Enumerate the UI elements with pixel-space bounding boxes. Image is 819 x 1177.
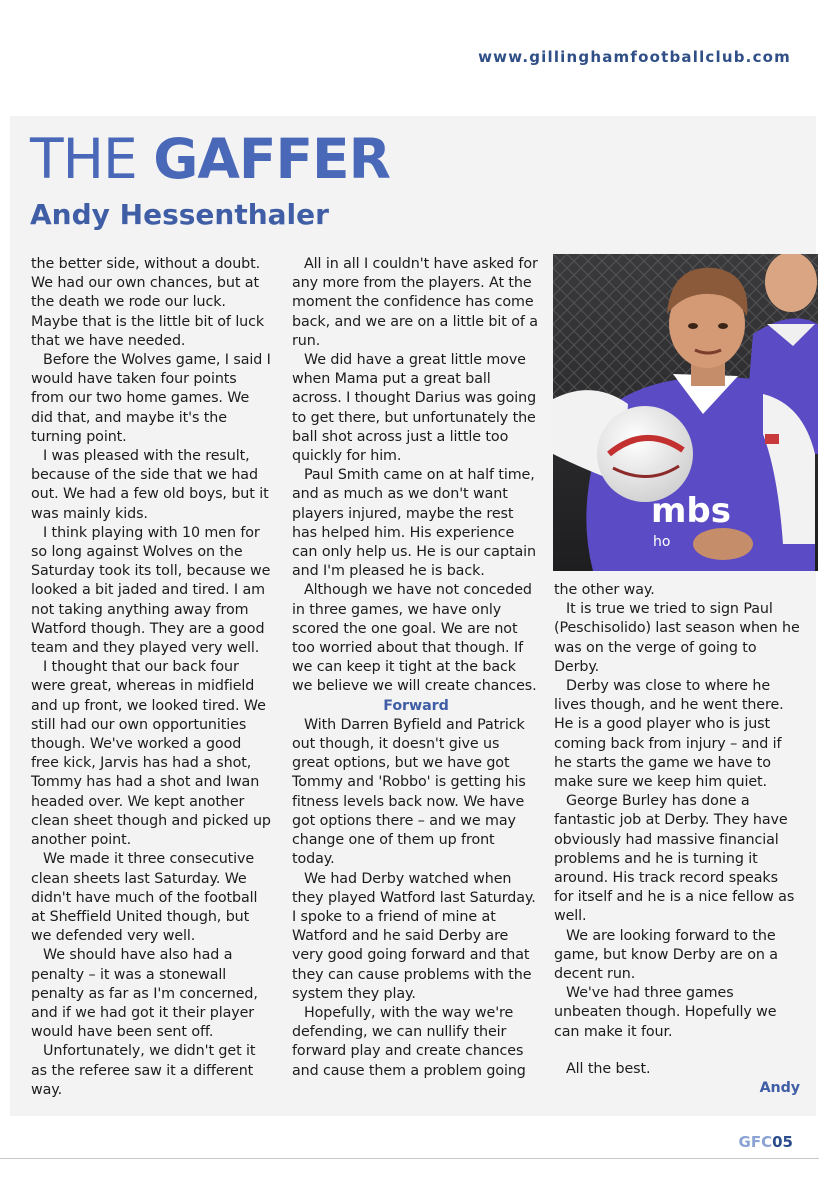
closing-line: All the best. bbox=[566, 1060, 651, 1077]
website-url: www.gillinghamfootballclub.com bbox=[478, 48, 791, 66]
paragraph: George Burley has done a fantastic job at Derby. They have obviously had massive financial problems and he is turning it around. His track record speaks for itself and he is a nice fellow as well. bbox=[554, 793, 795, 925]
bottom-rule bbox=[0, 1158, 819, 1159]
paragraph: It is true we tried to sign Paul (Peschisolido) last season when he was on the verge of going to Derby. bbox=[554, 601, 800, 675]
column-3 bbox=[554, 581, 800, 1098]
paragraph: With Darren Byfield and Patrick out though, it doesn't give us great options, but we have got Tommy and 'Robbo' is getting his fitness levels back now. We have got options there – and we may change one of them up front today. bbox=[292, 716, 526, 868]
paragraph: Hopefully, with the way we're defending, we can nullify their forward play and create chances and cause them a problem going bbox=[292, 1004, 526, 1079]
paragraph: Before the Wolves game, I said I would have taken four points from our two home games. We did that, and maybe it's the turning point. bbox=[31, 352, 271, 445]
paragraph: We should have also had a penalty – it was a stonewall penalty as far as I'm concerned, and if we had got it their player would have been sent off. bbox=[31, 947, 258, 1041]
footer-prefix: GFC bbox=[738, 1133, 773, 1151]
paragraph: We are looking forward to the game, but know Derby are on a decent run. bbox=[554, 927, 778, 983]
author-name: Andy Hessenthaler bbox=[30, 198, 329, 231]
paragraph: Paul Smith came on at half time, and as much as we don't want players injured, maybe the rest has helped him. His experience can only help us. He is our captain and I'm pleased he is back. bbox=[292, 467, 536, 580]
page-title bbox=[30, 128, 390, 190]
page-number bbox=[739, 1133, 793, 1151]
shirt-sponsor-text: mbs bbox=[651, 491, 732, 531]
player-photo bbox=[553, 254, 818, 571]
paragraph: I think playing with 10 men for so long against Wolves on the Saturday took its toll, because we looked a bit jaded and tired. I am not taking anything away from Watford though. They are a good team and they played very well. bbox=[31, 524, 271, 657]
title-part-1: THE bbox=[30, 127, 154, 191]
column-2 bbox=[292, 255, 540, 1081]
paragraph: the better side, without a doubt. We had our own chances, but at the death we rode our luck. Maybe that is the little bit of luck that we have needed. bbox=[31, 256, 265, 349]
paragraph: We made it three consecutive clean sheets last Saturday. We didn't have much of the football at Sheffield United though, but we defended very well. bbox=[31, 851, 258, 945]
paragraph: We've had three games unbeaten though. Hopefully we can make it four. bbox=[554, 985, 777, 1040]
column-1 bbox=[31, 255, 271, 1100]
paragraph: the other way. bbox=[554, 582, 655, 598]
title-part-2: GAFFER bbox=[153, 127, 390, 191]
player-photo-illustration bbox=[553, 254, 818, 571]
paragraph: I thought that our back four were great, whereas in midfield and up front, we looked tired. We still had our own opportunities though. We've worked a good free kick, Jarvis has had a shot, Tommy has had a shot and Iwan headed over. We kept another clean sheet though and picked up another point. bbox=[31, 659, 271, 849]
paragraph: We did have a great little move when Mama put a great ball across. I thought Darius was going to get there, but unfortunately the ball shot across just a little too quickly for him. bbox=[292, 352, 537, 465]
paragraph: I was pleased with the result, because of the side that we had out. We had a few old boys, but it was mainly kids. bbox=[31, 448, 269, 522]
paragraph: We had Derby watched when they played Watford last Saturday. I spoke to a friend of mine at Watford and he said Derby are very good going forward and that they can cause problems with the system they play. bbox=[292, 870, 536, 1002]
shirt-sponsor-subtext: ho bbox=[653, 534, 671, 550]
paragraph: All in all I couldn't have asked for any more from the players. At the moment the confidence has come back, and we are on a little bit of a run. bbox=[292, 256, 538, 349]
paragraph: Derby was close to where he lives though, and he went there. He is a good player who is just coming back from injury – and if he starts the game we have to make sure we keep him quiet. bbox=[554, 678, 784, 791]
paragraph: Unfortunately, we didn't get it as the referee saw it a different way. bbox=[31, 1043, 256, 1098]
signature: Andy bbox=[759, 1080, 800, 1097]
footer-page: 05 bbox=[772, 1133, 793, 1151]
section-subheading: Forward bbox=[383, 697, 449, 714]
paragraph: Although we have not conceded in three games, we have only scored the one goal. We are not too worried about that though. If we can keep it tight at the back we believe we will create chances. bbox=[292, 582, 537, 695]
